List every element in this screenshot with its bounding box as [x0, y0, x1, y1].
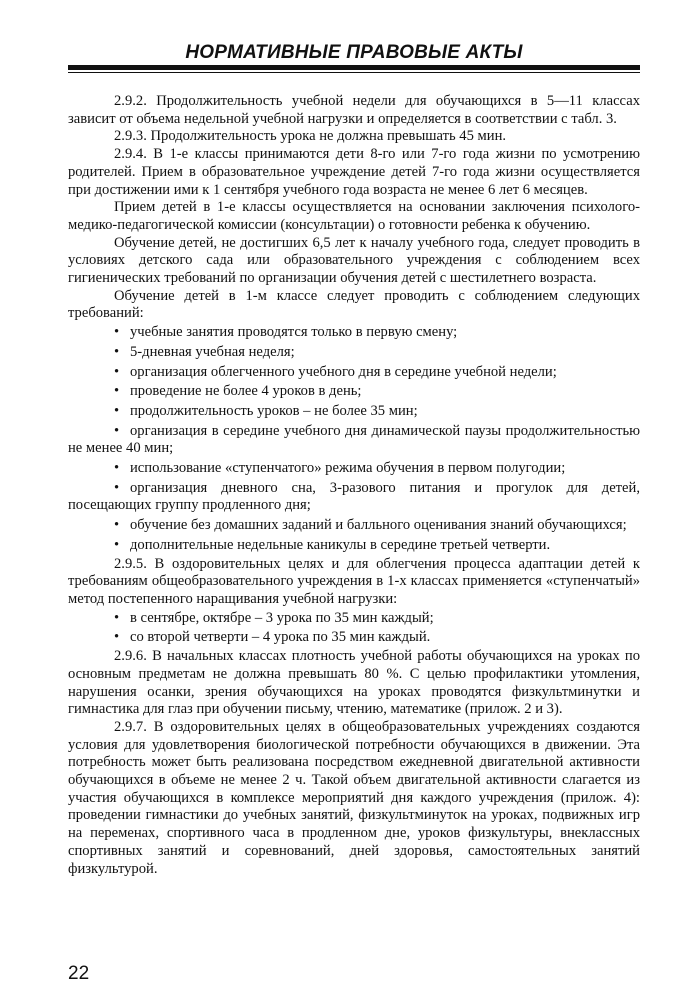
- requirements-list: [68, 323, 640, 555]
- list-item: [68, 323, 640, 343]
- bullet-icon: •: [114, 402, 120, 419]
- list-item-text: учебные занятия проводятся только в первую смену;: [130, 324, 458, 341]
- paragraph-admission: Прием детей в 1-е классы осуществляется на основании заключения психолого-медико-педагогической комиссии (консультации) о готовности ребенка к обучению.: [68, 199, 640, 233]
- paragraph-kindergarten: Обучение детей, не достигших 6,5 лет к началу учебного года, следует проводить в условиях детского сада или образовательного учреждения с соблюдением всех гигиенических требований по организации обучения детей с шестилетнего возраста.: [68, 234, 640, 287]
- bullet-icon: •: [114, 363, 120, 380]
- paragraph-2-9-2: 2.9.2. Продолжительность учебной недели для обучающихся в 5—11 классах зависит от объема недельной учебной нагрузки и определяется в соответствии с табл. 3.: [68, 93, 640, 127]
- bullet-icon: •: [114, 629, 120, 646]
- list-item: [68, 422, 640, 459]
- bullet-icon: •: [114, 609, 120, 626]
- list-item: [68, 343, 640, 363]
- bullet-icon: •: [114, 536, 120, 553]
- list-item: [68, 382, 640, 402]
- stepped-method-list: [68, 609, 640, 648]
- bullet-icon: •: [114, 343, 120, 360]
- paragraph-2-9-3: 2.9.3. Продолжительность урока не должна превышать 45 мин.: [114, 128, 507, 145]
- paragraph-2-9-4: 2.9.4. В 1-е классы принимаются дети 8-го или 7-го года жизни по усмотрению родителей. Прием в образовательное учреждение детей 7-го года жизни осуществляется при достижении ими к 1 сентября учебного года возраста не менее 6 лет 6 месяцев.: [68, 146, 640, 198]
- list-item-text: организация облегченного учебного дня в середине учебной недели;: [130, 363, 557, 380]
- running-header-title: НОРМАТИВНЫЕ ПРАВОВЫЕ АКТЫ: [185, 42, 523, 63]
- list-item-text: обучение без домашних заданий и балльного оценивания знаний обучающихся;: [130, 517, 627, 534]
- list-item: [68, 536, 640, 556]
- header-rule-thin: [68, 72, 640, 73]
- body-text: [68, 93, 640, 878]
- list-item-text: проведение не более 4 уроков в день;: [130, 383, 362, 400]
- paragraph-first-grade-intro: Обучение детей в 1-м классе следует проводить с соблюдением следующих требований:: [68, 287, 640, 322]
- list-item: [68, 628, 640, 648]
- list-item-text: со второй четверти – 4 урока по 35 мин каждый.: [130, 629, 431, 646]
- list-item-text: продолжительность уроков – не более 35 мин;: [130, 402, 418, 419]
- paragraph-2-9-7: 2.9.7. В оздоровительных целях в общеобразовательных учреждениях создаются условия для удовлетворения биологической потребности обучающихся в движении. Эта потребность может быть реализована посредством ежедневной двигательной активности обучающихся в объеме не менее 2 ч. Такой объем двигательной активности слагается из участия обучающихся в комплексе мероприятий дня каждого учреждения (прилож. 4): проведении гимнастики до учебных занятий, физкультминуток на уроках, подвижных игр на переменах, спортивного часа в продленном дне, уроков физкультуры, внеклассных спортивных занятий и соревнований, дней здоровья, самостоятельных занятий физкультурой.: [68, 718, 640, 877]
- list-item-text: 5-дневная учебная неделя;: [130, 343, 295, 360]
- bullet-icon: •: [114, 479, 120, 496]
- bullet-icon: •: [114, 517, 120, 534]
- list-item-text: дополнительные недельные каникулы в середине третьей четверти.: [130, 536, 551, 553]
- page-number: 22: [68, 963, 90, 984]
- list-item: [68, 609, 640, 629]
- list-item-text: организация в середине учебного дня динамической паузы продолжительностью не менее 40 мин;: [68, 422, 640, 457]
- bullet-icon: •: [114, 383, 120, 400]
- list-item: [68, 402, 640, 422]
- bullet-icon: •: [114, 460, 120, 477]
- paragraph-2-9-6: 2.9.6. В начальных классах плотность учебной работы обучающихся на уроках по основным предметам не должна превышать 80 %. С целью профилактики утомления, нарушения осанки, зрения обучающихся на уроках проводятся физкультминутки и гимнастика для глаз при обучении письму, чтению, математике (прилож. 2 и 3).: [68, 648, 640, 718]
- list-item: [68, 479, 640, 516]
- bullet-icon: •: [114, 422, 120, 439]
- list-item-text: использование «ступенчатого» режима обучения в первом полугодии;: [130, 460, 566, 477]
- list-item: [68, 459, 640, 479]
- list-item-text: в сентябре, октябре – 3 урока по 35 мин каждый;: [130, 609, 434, 626]
- bullet-icon: •: [114, 324, 120, 341]
- list-item-text: организация дневного сна, 3-разового питания и прогулок для детей, посещающих группу продленного дня;: [68, 479, 640, 514]
- list-item: [68, 516, 640, 536]
- header-rule-thick: [68, 65, 640, 70]
- list-item: [68, 363, 640, 383]
- paragraph-2-9-5: 2.9.5. В оздоровительных целях и для облегчения процесса адаптации детей к требованиям общеобразовательного учреждения в 1-х классах применяется «ступенчатый» метод постепенного наращивания учебной нагрузки:: [68, 555, 640, 607]
